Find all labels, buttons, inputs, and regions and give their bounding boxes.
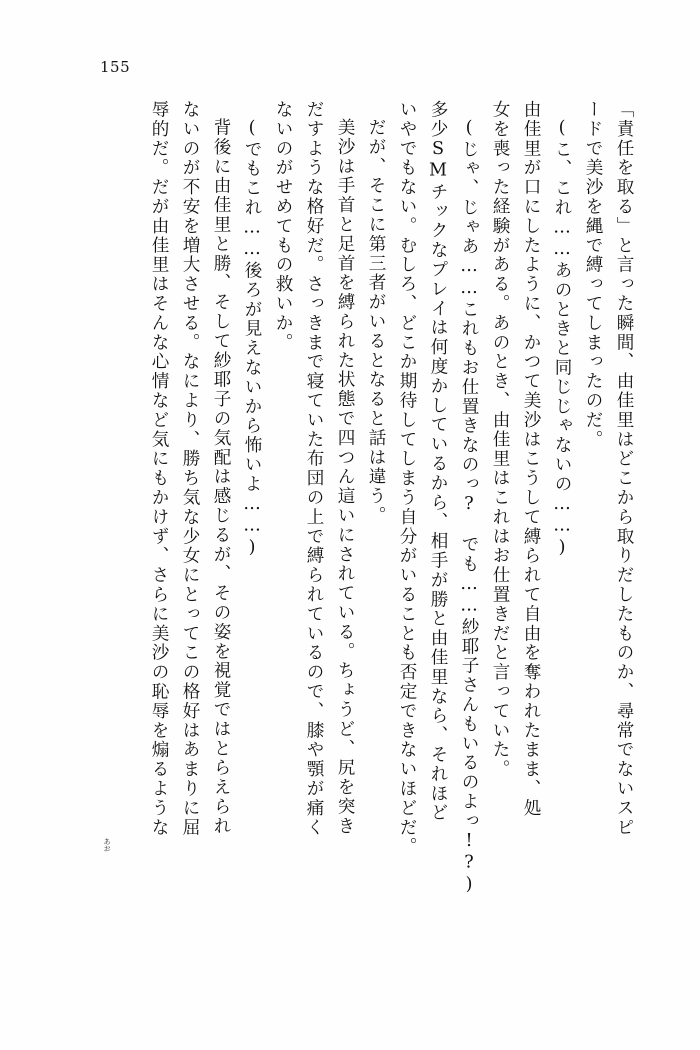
text-line: 辱的だ。だが由佳里はそんな心情など気にもかけず、さらに美沙の恥辱を煽るような <box>149 100 169 838</box>
text-line: だが、そこに第三者がいるとなると話は違う。 <box>366 118 386 526</box>
text-line: ードで美沙を縄で縛ってしまったのだ。 <box>583 100 603 450</box>
body-text <box>62 100 632 980</box>
text-line: (こ、これ……あのときと同じじゃないの……) <box>552 118 572 560</box>
text-line: だすような格好だ。さっきまで寝ていた布団の上で縛られているので、膝や顎が痛く <box>304 100 324 838</box>
ruby-annotation: あお <box>103 838 111 852</box>
text-line: 女を喪った経験がある。あのとき、由佳里はこれはお仕置きだと言っていた。 <box>490 100 510 779</box>
text-line: (でもこれ……後ろが見えないから怖いよ……) <box>242 118 262 560</box>
text-line: ないのがせめてもの救いか。 <box>273 100 293 353</box>
text-line: (じゃ、じゃあ……これもお仕置きなのっ? でも……紗耶子さんもいるのよっ!?) <box>459 118 479 897</box>
text-line: 「責任を取る」と言った瞬間、由佳里はどこから取りだしたものか、尋常でないスピ <box>614 100 634 838</box>
text-line: いやでもない。むしろ、どこか期待してしまう自分がいることも否定できないほどだ。 <box>397 100 417 857</box>
text-line: 美沙は手首と足首を縛られた状態で四つん這いにされている。ちょうど、尻を突き <box>335 118 355 836</box>
text-line: 背後に由佳里と勝、そして紗耶子の気配は感じるが、その姿を視覚ではとらえられ <box>211 118 231 836</box>
text-line: 多少SMチックなプレイは何度かしているから、相手が勝と由佳里なら、それほど <box>428 100 448 823</box>
page-number: 155 <box>100 58 131 76</box>
text-line: ないのが不安を増大させる。なにより、勝ち気な少女にとってこの格好はあまりに屈 <box>180 100 200 838</box>
text-line: 由佳里が口にしたように、かつて美沙はこうして縛られて自由を奪われたまま、処 <box>521 100 541 818</box>
